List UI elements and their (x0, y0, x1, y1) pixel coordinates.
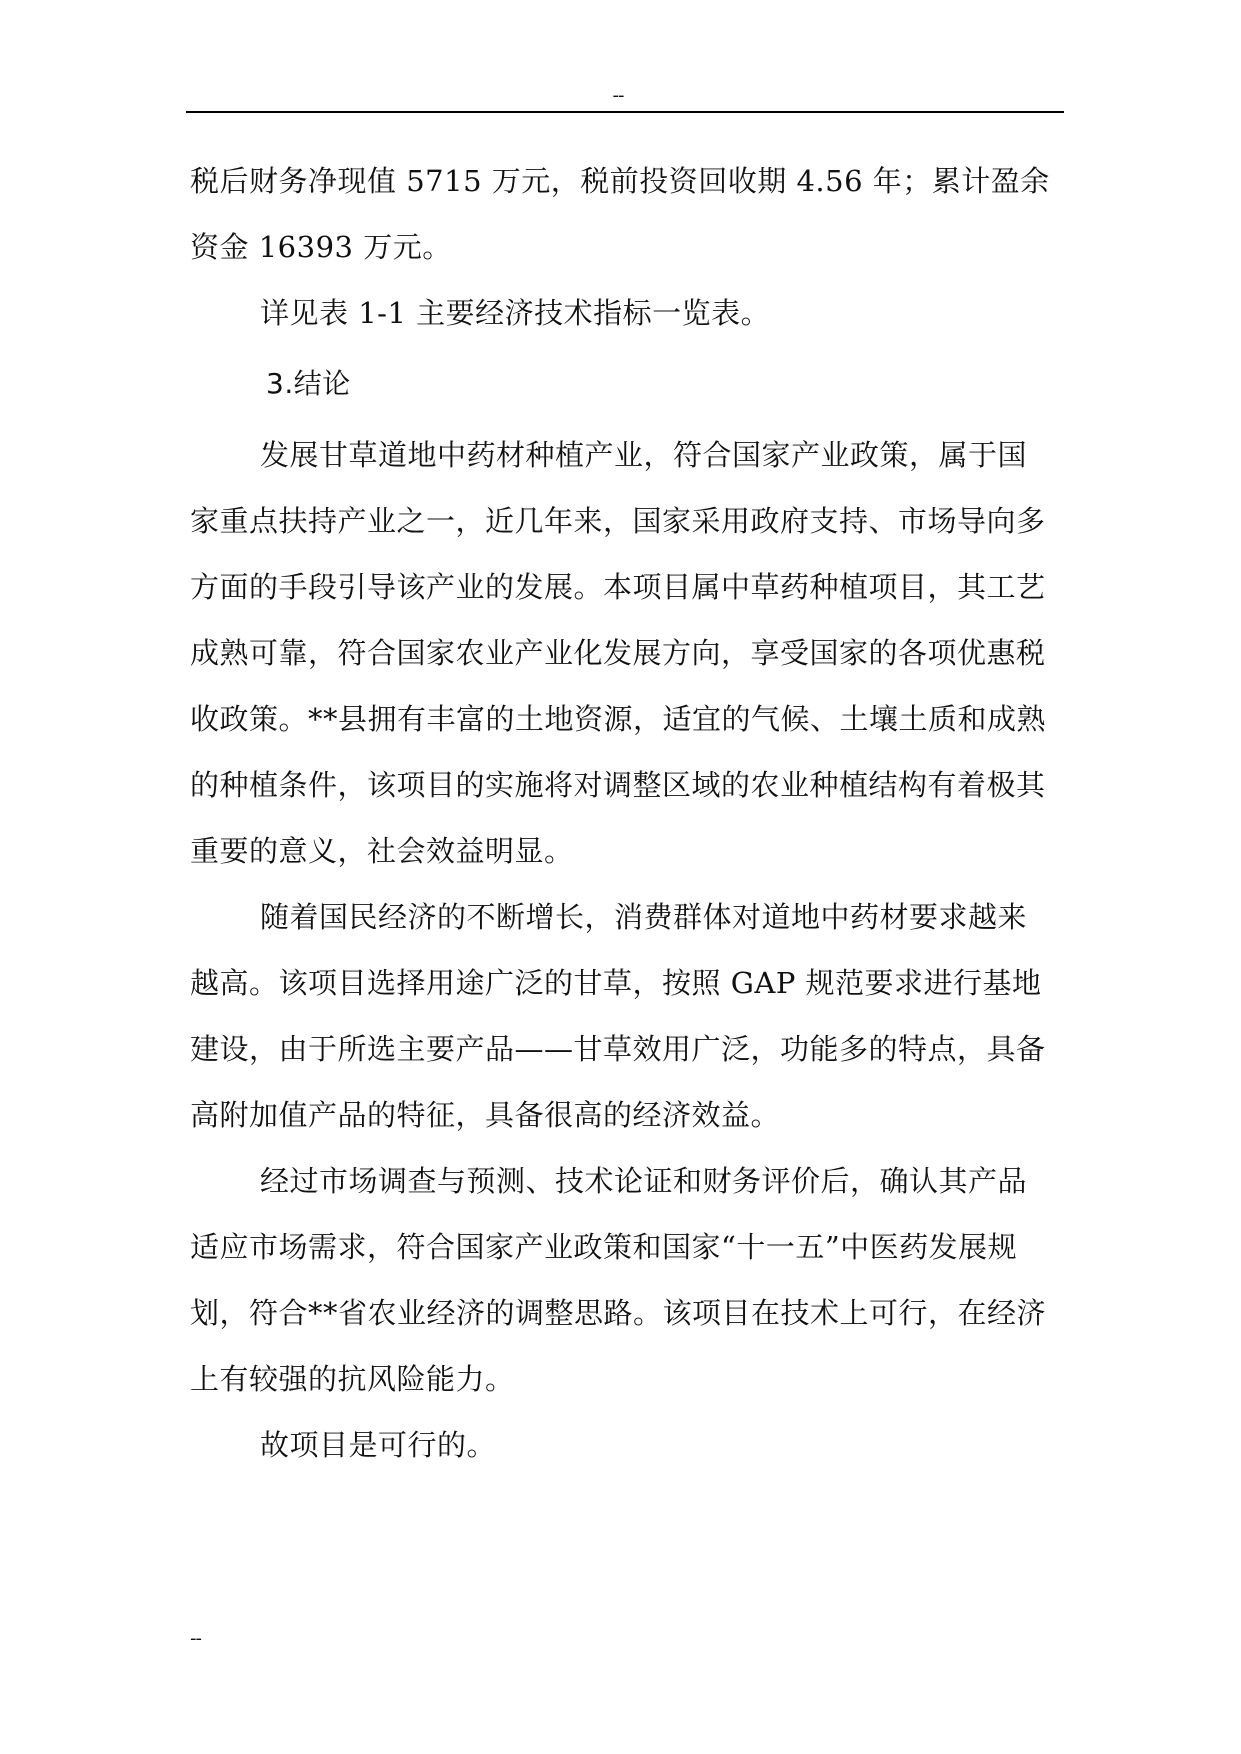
paragraph-continued: 税后财务净现值 5715 万元，税前投资回收期 4.56 年；累计盈余资金 16393 万元。 (190, 164, 1050, 264)
section-heading-conclusion: 3.结论 (266, 367, 351, 400)
header-mark: -- (612, 85, 624, 106)
paragraph-conclusion-4: 故项目是可行的。 (260, 1428, 497, 1462)
header-rule (186, 111, 1064, 113)
paragraph-conclusion-2: 随着国民经济的不断增长，消费群体对道地中药材要求越来越高。该项目选择用途广泛的甘草，按照 GAP 规范要求进行基地建设，由于所选主要产品——甘草效用广泛，功能多的特点，具备高附加值产品的特征，具备很高的经济效益。 (190, 900, 1046, 1132)
paragraph-conclusion-1: 发展甘草道地中药材种植产业，符合国家产业政策，属于国家重点扶持产业之一，近几年来，国家采用政府支持、市场导向多方面的手段引导该产业的发展。本项目属中草药种植项目，其工艺成熟可靠，符合国家农业产业化发展方向，享受国家的各项优惠税收政策。**县拥有丰富的土地资源，适宜的气候、土壤土质和成熟的种植条件，该项目的实施将对调整区域的农业种植结构有着极其重要的意义，社会效益明显。 (190, 438, 1047, 868)
paragraph-table-reference: 详见表 1-1 主要经济技术指标一览表。 (260, 296, 771, 330)
document-body (190, 148, 1052, 1478)
footer-mark: -- (190, 1628, 201, 1649)
paragraph-conclusion-3: 经过市场调查与预测、技术论证和财务评价后，确认其产品适应市场需求，符合国家产业政策和国家“十一五”中医药发展规划，符合**省农业经济的调整思路。该项目在技术上可行，在经济上有较强的抗风险能力。 (190, 1164, 1047, 1396)
